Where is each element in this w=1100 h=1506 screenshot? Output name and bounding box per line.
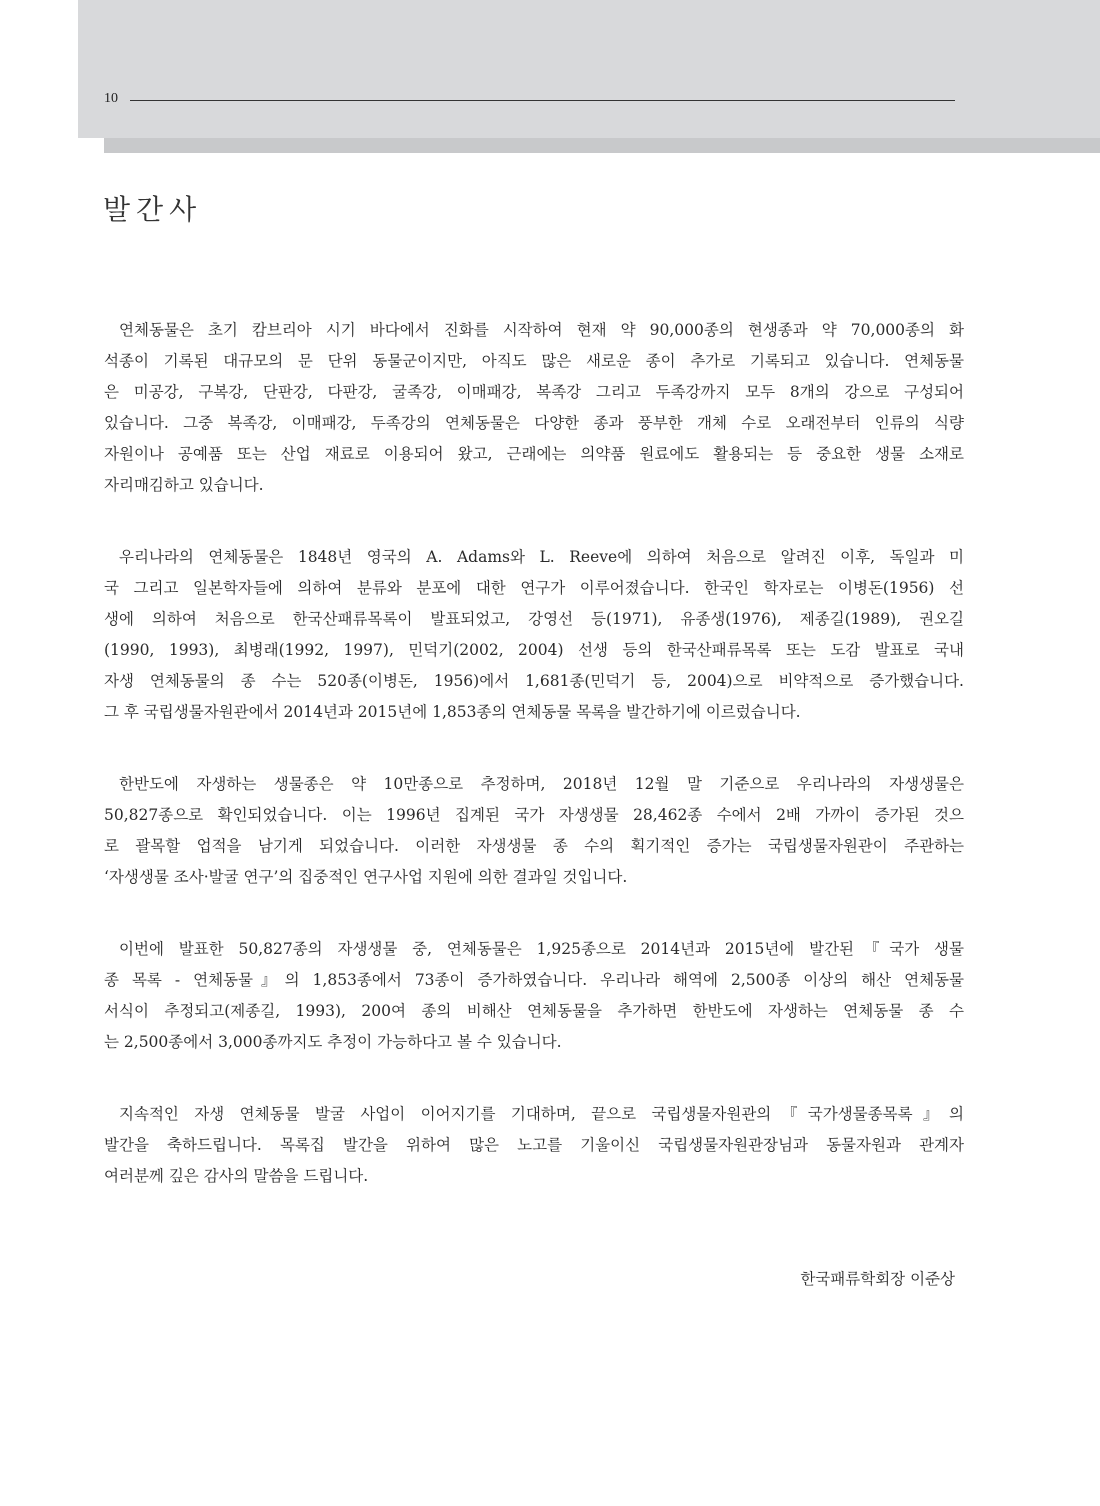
- text-line: 자생 연체동물의 종 수는 520종(이병돈, 1956)에서 1,681종(민덕기 등, 2004)으로 비약적으로 증가했습니다.: [104, 672, 964, 690]
- text-line: 로 괄목할 업적을 남기게 되었습니다. 이러한 자생생물 종 수의 획기적인 증가는 국립생물자원관이 주관하는: [104, 837, 964, 855]
- document-body: [104, 315, 964, 1233]
- paragraph: [104, 769, 964, 893]
- paragraph: [104, 542, 964, 728]
- text-line: 50,827종으로 확인되었습니다. 이는 1996년 집계된 국가 자생생물 28,462종 수에서 2배 가까이 증가된 것으: [104, 806, 964, 824]
- text-line: 서식이 추정되고(제종길, 1993), 200여 종의 비해산 연체동물을 추가하면 한반도에 자생하는 연체동물 종 수: [104, 1002, 964, 1020]
- text-line: (1990, 1993), 최병래(1992, 1997), 민덕기(2002, 2004) 선생 등의 한국산패류목록 또는 도감 발표로 국내: [104, 641, 964, 659]
- text-line: 이번에 발표한 50,827종의 자생생물 중, 연체동물은 1,925종으로 2014년과 2015년에 발간된『국가 생물: [119, 940, 964, 958]
- header-rule: [130, 100, 955, 101]
- paragraph: [104, 1099, 964, 1192]
- text-line: 우리나라의 연체동물은 1848년 영국의 A. Adams와 L. Reeve에 의하여 처음으로 알려진 이후, 독일과 미: [119, 548, 964, 566]
- text-line: 종 목록 - 연체동물』의 1,853종에서 73종이 증가하였습니다. 우리나라 해역에 2,500종 이상의 해산 연체동물: [104, 971, 964, 989]
- text-line: 국 그리고 일본학자들에 의하여 분류와 분포에 대한 연구가 이루어졌습니다. 한국인 학자로는 이병돈(1956) 선: [104, 579, 964, 597]
- text-line: 지속적인 자생 연체동물 발굴 사업이 이어지기를 기대하며, 끝으로 국립생물자원관의『국가생물종목록』의: [119, 1105, 964, 1123]
- text-line: 그 후 국립생물자원관에서 2014년과 2015년에 1,853종의 연체동물 목록을 발간하기에 이르렀습니다.: [104, 703, 801, 721]
- text-line: 자원이나 공예품 또는 산업 재료로 이용되어 왔고, 근래에는 의약품 원료에도 활용되는 등 중요한 생물 소재로: [104, 445, 964, 463]
- text-line: 석종이 기록된 대규모의 문 단위 동물군이지만, 아직도 많은 새로운 종이 추가로 기록되고 있습니다. 연체동물: [104, 352, 964, 370]
- text-line: 한반도에 자생하는 생물종은 약 10만종으로 추정하며, 2018년 12월 말 기준으로 우리나라의 자생생물은: [119, 775, 964, 793]
- page-number: 10: [104, 91, 118, 106]
- paragraph: [104, 315, 964, 501]
- text-line: 여러분께 깊은 감사의 말씀을 드립니다.: [104, 1167, 369, 1185]
- page-title: 발간사: [103, 193, 203, 226]
- signature: 한국패류학회장 이준상: [800, 1270, 955, 1288]
- text-line: 연체동물은 초기 캄브리아 시기 바다에서 진화를 시작하여 현재 약 90,000종의 현생종과 약 70,000종의 화: [119, 321, 964, 339]
- paragraph: [104, 934, 964, 1058]
- header-band: [78, 0, 1100, 138]
- text-line: 발간을 축하드립니다. 목록집 발간을 위하여 많은 노고를 기울이신 국립생물자원관장님과 동물자원과 관계자: [104, 1136, 964, 1154]
- text-line: 은 미공강, 구복강, 단판강, 다판강, 굴족강, 이매패강, 복족강 그리고 두족강까지 모두 8개의 강으로 구성되어: [104, 383, 964, 401]
- text-line: 자리매김하고 있습니다.: [104, 476, 264, 494]
- text-line: 생에 의하여 처음으로 한국산패류목록이 발표되었고, 강영선 등(1971), 유종생(1976), 제종길(1989), 권오길: [104, 610, 964, 628]
- text-line: 는 2,500종에서 3,000종까지도 추정이 가능하다고 볼 수 있습니다.: [104, 1033, 562, 1051]
- text-line: 있습니다. 그중 복족강, 이매패강, 두족강의 연체동물은 다양한 종과 풍부한 개체 수로 오래전부터 인류의 식량: [104, 414, 964, 432]
- header-accent-bar: [104, 138, 1100, 153]
- text-line: ‘자생생물 조사·발굴 연구’의 집중적인 연구사업 지원에 의한 결과일 것입니다.: [104, 868, 628, 886]
